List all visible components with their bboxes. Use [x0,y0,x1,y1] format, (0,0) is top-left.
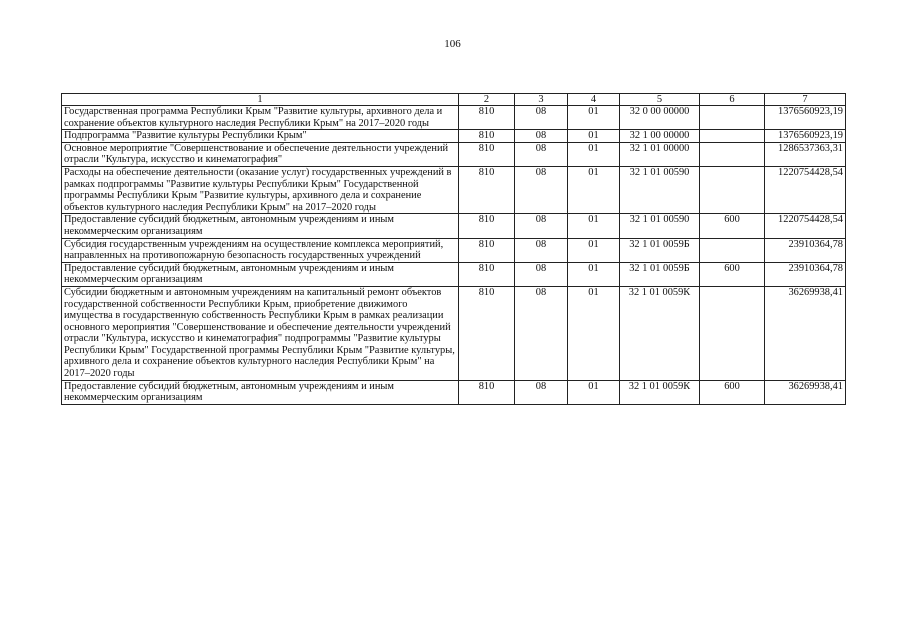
row-amount: 1220754428,54 [765,214,846,238]
row-ved: 810 [459,106,515,130]
row-podrazdel: 01 [568,238,620,262]
row-ved: 810 [459,166,515,213]
row-csr: 32 1 01 00000 [620,142,700,166]
row-razdel: 08 [515,380,568,404]
header-row [62,94,846,106]
row-csr: 32 1 01 0059Б [620,238,700,262]
row-amount: 23910364,78 [765,262,846,286]
row-ved: 810 [459,262,515,286]
header-cell: 3 [515,94,568,106]
row-vr [700,106,765,130]
header-cell: 5 [620,94,700,106]
row-ved: 810 [459,380,515,404]
row-name: Расходы на обеспечение деятельности (оказание услуг) государственных учреждений в рамках подпрограммы "Развитие культуры Республики Крым" Государственной программы Республики Крым "Развитие культуры, архивного дела и сохранение объектов культурного наследия Республики Крым" на 2017–2020 годы [62,166,459,213]
row-vr: 600 [700,214,765,238]
row-razdel: 08 [515,286,568,380]
table-row [62,142,846,166]
row-vr [700,166,765,213]
table-row [62,130,846,143]
row-csr: 32 1 01 0059К [620,380,700,404]
row-vr [700,238,765,262]
row-csr: 32 1 01 0059Б [620,262,700,286]
row-csr: 32 0 00 00000 [620,106,700,130]
row-amount: 36269938,41 [765,380,846,404]
table-row [62,106,846,130]
table-row [62,286,846,380]
row-name: Предоставление субсидий бюджетным, автономным учреждениям и иным некоммерческим организациям [62,380,459,404]
table-row [62,380,846,404]
row-name: Государственная программа Республики Крым "Развитие культуры, архивного дела и сохранение объектов культурного наследия Республики Крым" на 2017–2020 годы [62,106,459,130]
table-row [62,166,846,213]
row-podrazdel: 01 [568,262,620,286]
budget-table [61,93,846,405]
row-podrazdel: 01 [568,130,620,143]
header-cell: 1 [62,94,459,106]
row-razdel: 08 [515,262,568,286]
row-name: Предоставление субсидий бюджетным, автономным учреждениям и иным некоммерческим организациям [62,262,459,286]
row-ved: 810 [459,130,515,143]
row-amount: 1376560923,19 [765,106,846,130]
row-ved: 810 [459,286,515,380]
row-vr: 600 [700,262,765,286]
row-ved: 810 [459,142,515,166]
row-amount: 1376560923,19 [765,130,846,143]
row-name: Субсидия государственным учреждениям на осуществление комплекса мероприятий, направленных на противопожарную безопасность государственных учреждений [62,238,459,262]
header-cell: 6 [700,94,765,106]
header-cell: 4 [568,94,620,106]
row-amount: 1286537363,31 [765,142,846,166]
row-csr: 32 1 01 00590 [620,214,700,238]
row-amount: 23910364,78 [765,238,846,262]
row-podrazdel: 01 [568,106,620,130]
row-podrazdel: 01 [568,166,620,213]
row-razdel: 08 [515,142,568,166]
row-podrazdel: 01 [568,142,620,166]
row-name: Субсидии бюджетным и автономным учреждениям на капитальный ремонт объектов государственной собственности Республики Крым, приобретение движимого имущества в государственную собственность Республики Крым в рамках реализации основного мероприятия "Совершенствование и обеспечение деятельности учреждений отрасли "Культура, искусство и кинематография" подпрограммы "Развитие культуры Республики Крым" Государственной программы Республики Крым "Развитие культуры, архивного дела и сохранение объектов культурного наследия Республики Крым" на 2017–2020 годы [62,286,459,380]
row-ved: 810 [459,214,515,238]
row-amount: 1220754428,54 [765,166,846,213]
header-cell: 7 [765,94,846,106]
row-csr: 32 1 01 00590 [620,166,700,213]
row-razdel: 08 [515,130,568,143]
row-podrazdel: 01 [568,380,620,404]
table-row [62,262,846,286]
row-name: Предоставление субсидий бюджетным, автономным учреждениям и иным некоммерческим организациям [62,214,459,238]
row-razdel: 08 [515,106,568,130]
table-row [62,214,846,238]
row-podrazdel: 01 [568,286,620,380]
row-razdel: 08 [515,238,568,262]
row-podrazdel: 01 [568,214,620,238]
row-vr [700,142,765,166]
row-razdel: 08 [515,214,568,238]
row-vr: 600 [700,380,765,404]
row-vr [700,130,765,143]
row-name: Основное мероприятие "Совершенствование и обеспечение деятельности учреждений отрасли "Культура, искусство и кинематография" [62,142,459,166]
row-amount: 36269938,41 [765,286,846,380]
page-number: 106 [444,38,461,50]
row-name: Подпрограмма "Развитие культуры Республики Крым" [62,130,459,143]
row-razdel: 08 [515,166,568,213]
row-vr [700,286,765,380]
header-cell: 2 [459,94,515,106]
row-csr: 32 1 00 00000 [620,130,700,143]
row-csr: 32 1 01 0059К [620,286,700,380]
table-row [62,238,846,262]
row-ved: 810 [459,238,515,262]
